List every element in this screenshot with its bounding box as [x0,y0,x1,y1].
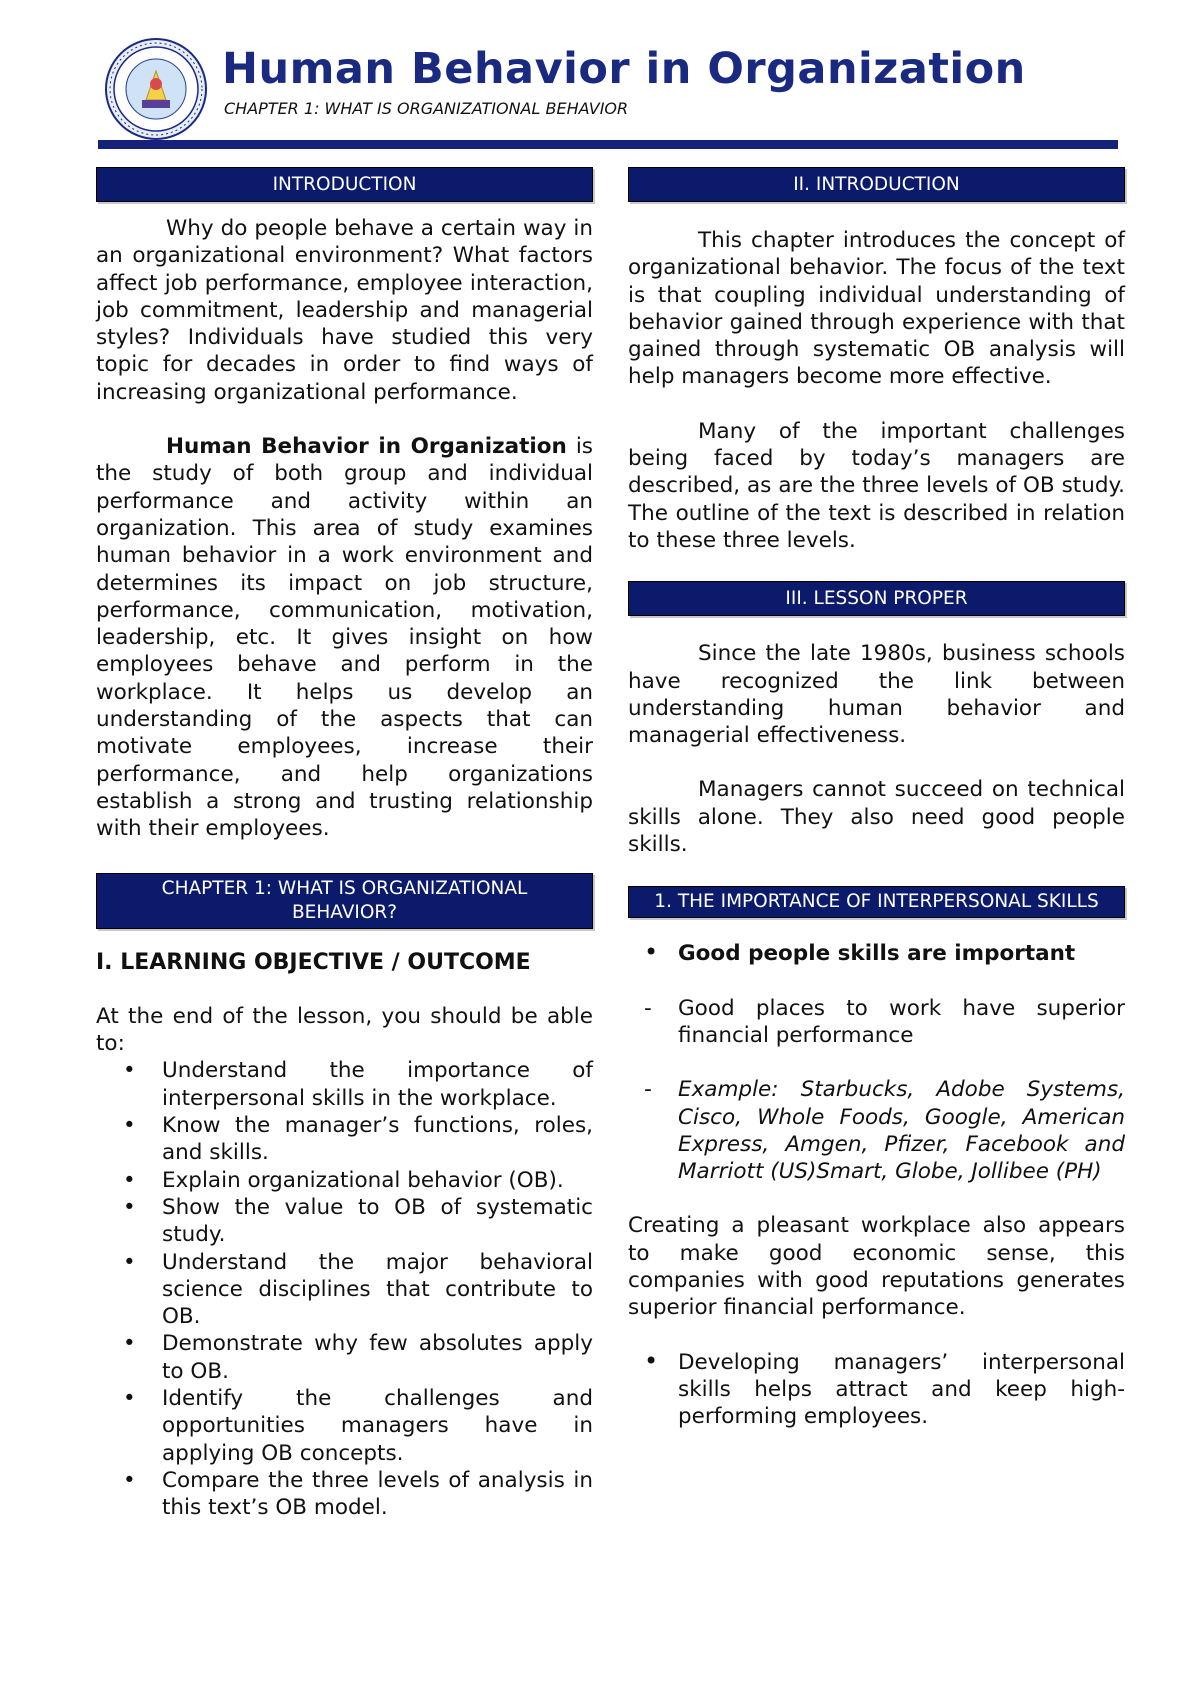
lesson-paragraph-2: Managers cannot succeed on technical skills alone. They also need good people skills. [628,777,1125,858]
challenges-paragraph: Many of the important challenges being faced by today’s managers are described, as are the three levels of OB study. The outline of the text is described in relation to these three levels. [628,418,1125,553]
chapter-subtitle: CHAPTER 1: WHAT IS ORGANIZATIONAL BEHAVIOR [224,99,629,118]
introduction-banner: INTRODUCTION [96,167,593,202]
introduction-paragraph: Why do people behave a certain way in an organizational environment? What factors affect job performance, employee interaction, job commitment, leadership and managerial styles? Individuals have studied this very topic for decades in order to find ways of increasing organizational performance. [96,216,593,405]
learning-objective-heading: I. LEARNING OBJECTIVE / OUTCOME [96,949,531,975]
definition-text: is the study of both group and individual performance and activity within an organization. This area of study examines human behavior in a work environment and determines its impact on job structure, performance, communication, motivation, leadership, etc. It gives insight on how employees behave and perform in the workplace. It helps us develop an understanding of the aspects that can motivate employees, increase their performance, and help organizations establish a strong and trusting relationship with their employees. [96,434,594,842]
objective-item: • Identify the challenges and opportunities managers have in applying OB concepts. [123,1385,593,1466]
objective-intro: At the end of the lesson, you should be able to: [96,1003,593,1057]
objective-item: • Compare the three levels of analysis in this text’s OB model. [123,1467,593,1521]
objective-item: • Understand the importance of interpersonal skills in the workplace. [123,1058,593,1111]
left-column [96,167,593,1521]
objective-item: • Show the value to OB of systematic study. [123,1194,593,1248]
school-seal-logo [105,38,207,140]
definition-paragraph [96,433,593,842]
reputation-paragraph: Creating a pleasant workplace also appears to make good economic sense, this companies with good reputations generates superior financial performance. [628,1213,1125,1321]
objective-list [96,1057,593,1521]
lesson-paragraph-1: Since the late 1980s, business schools have recognized the link between understanding human behavior and managerial effectiveness. [628,641,1125,749]
chapter-intro-paragraph: This chapter introduces the concept of organizational behavior. The focus of the text is that coupling individual understanding of behavior gained through experience with that gained through systematic OB analysis will help managers become more effective. [628,228,1125,390]
objective-item: • Understand the major behavioral science disciplines that contribute to OB. [123,1249,593,1330]
interpersonal-skills-banner: 1. THE IMPORTANCE OF INTERPERSONAL SKILLS [628,886,1125,918]
document-header [105,38,1125,138]
right-column [628,167,1125,1431]
dash-item: - Good places to work have superior financial performance [644,995,1125,1048]
objective-item: • Demonstrate why few absolutes apply to OB. [123,1331,593,1384]
bullet-point: • Good people skills are important [644,938,1076,967]
lesson-proper-banner: III. LESSON PROPER [628,581,1125,616]
objective-item: • Know the manager’s functions, roles, and skills. [123,1113,593,1166]
header-divider [98,140,1118,149]
chapter-banner: CHAPTER 1: WHAT IS ORGANIZATIONAL BEHAVIOR? [96,873,593,929]
dash-item-examples: - Example: Starbucks, Adobe Systems, Cisco, Whole Foods, Google, American Express, Amgen, Pfizer, Facebook and Marriott (US)Smart, Globe, Jollibee (PH) [644,1077,1125,1185]
definition-term: Human Behavior in Organization [166,434,567,460]
bullet-point: • Developing managers’ interpersonal skills helps attract and keep high-performing employees. [644,1346,1125,1430]
ii-introduction-banner: II. INTRODUCTION [628,167,1125,202]
document-title: Human Behavior in Organization [222,44,1026,94]
objective-item: • Explain organizational behavior (OB). [123,1167,564,1193]
